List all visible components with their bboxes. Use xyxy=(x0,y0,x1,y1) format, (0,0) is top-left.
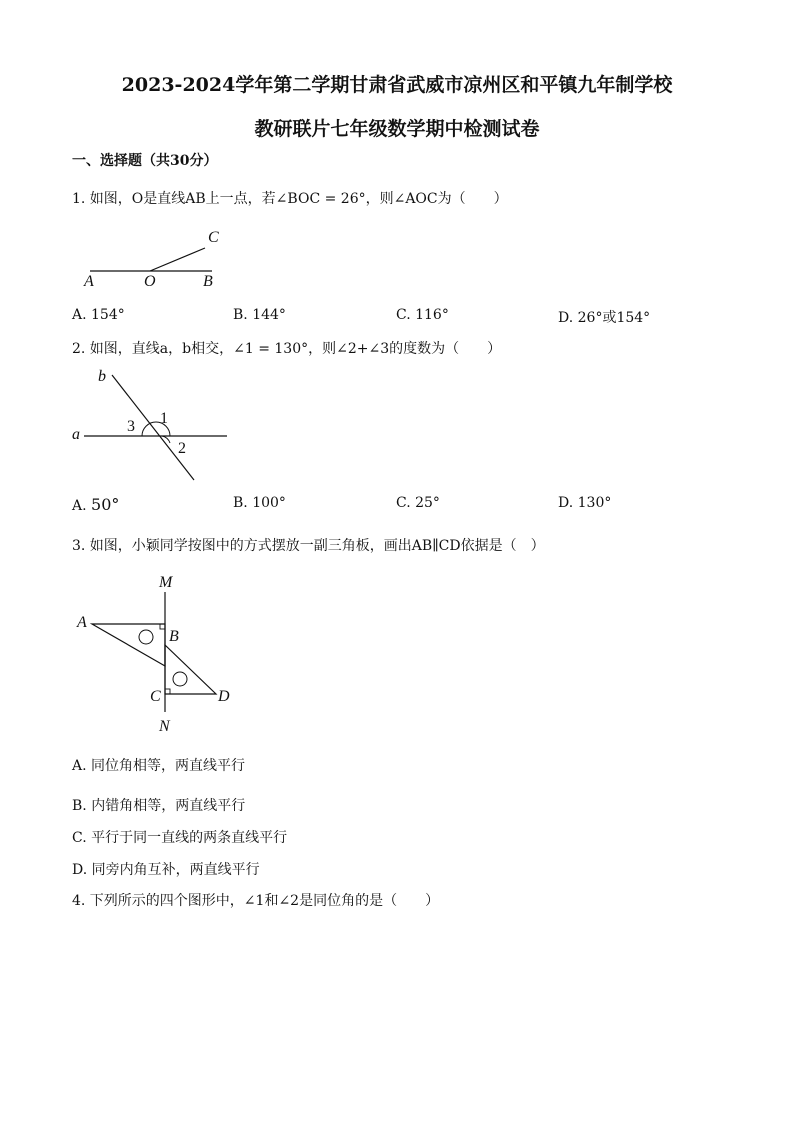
q2-option-a-value: 50° xyxy=(91,495,120,514)
question-3-stem: 3. 如图，小颖同学按图中的方式摆放一副三角板，画出AB∥CD依据是（ ） xyxy=(72,538,545,554)
q1-label-o: O xyxy=(144,273,156,290)
q3-label-d: D xyxy=(218,688,230,705)
q3-option-b[interactable]: B. 内错角相等，两直线平行 xyxy=(72,798,246,814)
q3-option-a[interactable]: A. 同位角相等，两直线平行 xyxy=(72,758,246,774)
q1-label-a: A xyxy=(84,273,94,290)
q2-option-c[interactable]: C. 25° xyxy=(396,495,440,511)
q3-label-a: A xyxy=(77,614,87,631)
q1-label-b: B xyxy=(203,273,213,290)
q2-option-a[interactable] xyxy=(72,495,119,514)
q2-label-angle2: 2 xyxy=(178,440,186,457)
q3-label-c: C xyxy=(150,688,161,705)
q2-option-d[interactable]: D. 130° xyxy=(558,495,612,511)
triangle-hole-upper xyxy=(139,630,153,644)
question-2-figure xyxy=(70,365,240,490)
q3-label-m: M xyxy=(159,574,173,591)
q3-label-b: B xyxy=(169,628,179,645)
angle-arc-2 xyxy=(162,436,170,443)
q1-option-d[interactable]: D. 26°或154° xyxy=(558,310,651,326)
triangle-upper xyxy=(92,624,165,666)
ray-oc xyxy=(150,248,205,271)
page-title-line2: 教研联片七年级数学期中检测试卷 xyxy=(254,118,540,140)
q3-label-n: N xyxy=(159,718,170,735)
triangle-lower xyxy=(165,645,216,694)
q1-option-b[interactable]: B. 144° xyxy=(233,307,286,323)
question-1-stem: 1. 如图，O是直线AB上一点，若∠BOC = 26°，则∠AOC为（ ） xyxy=(72,191,508,207)
question-3-figure xyxy=(76,572,246,737)
right-angle-mark-b xyxy=(160,624,165,629)
section-heading: 一、选择题（共30分） xyxy=(72,153,218,169)
q2-label-b: b xyxy=(98,368,106,385)
q1-option-a[interactable]: A. 154° xyxy=(72,307,125,323)
question-4-stem: 4. 下列所示的四个图形中，∠1和∠2是同位角的是（ ） xyxy=(72,893,440,909)
right-angle-mark-c xyxy=(165,689,170,694)
q1-label-c: C xyxy=(208,229,219,246)
q2-label-angle1: 1 xyxy=(160,410,168,427)
line-b xyxy=(112,375,194,480)
q2-option-b[interactable]: B. 100° xyxy=(233,495,286,511)
q2-option-a-letter: A. xyxy=(72,498,87,514)
triangle-hole-lower xyxy=(173,672,187,686)
q2-label-angle3: 3 xyxy=(127,418,135,435)
page-title-line1: 2023-2024学年第二学期甘肃省武威市凉州区和平镇九年制学校 xyxy=(121,74,673,96)
q3-option-c[interactable]: C. 平行于同一直线的两条直线平行 xyxy=(72,830,288,846)
q1-option-c[interactable]: C. 116° xyxy=(396,307,449,323)
question-2-stem: 2. 如图，直线a，b相交，∠1 = 130°，则∠2+∠3的度数为（ ） xyxy=(72,341,502,357)
q3-option-d[interactable]: D. 同旁内角互补，两直线平行 xyxy=(72,862,260,878)
q2-label-a: a xyxy=(72,426,80,443)
